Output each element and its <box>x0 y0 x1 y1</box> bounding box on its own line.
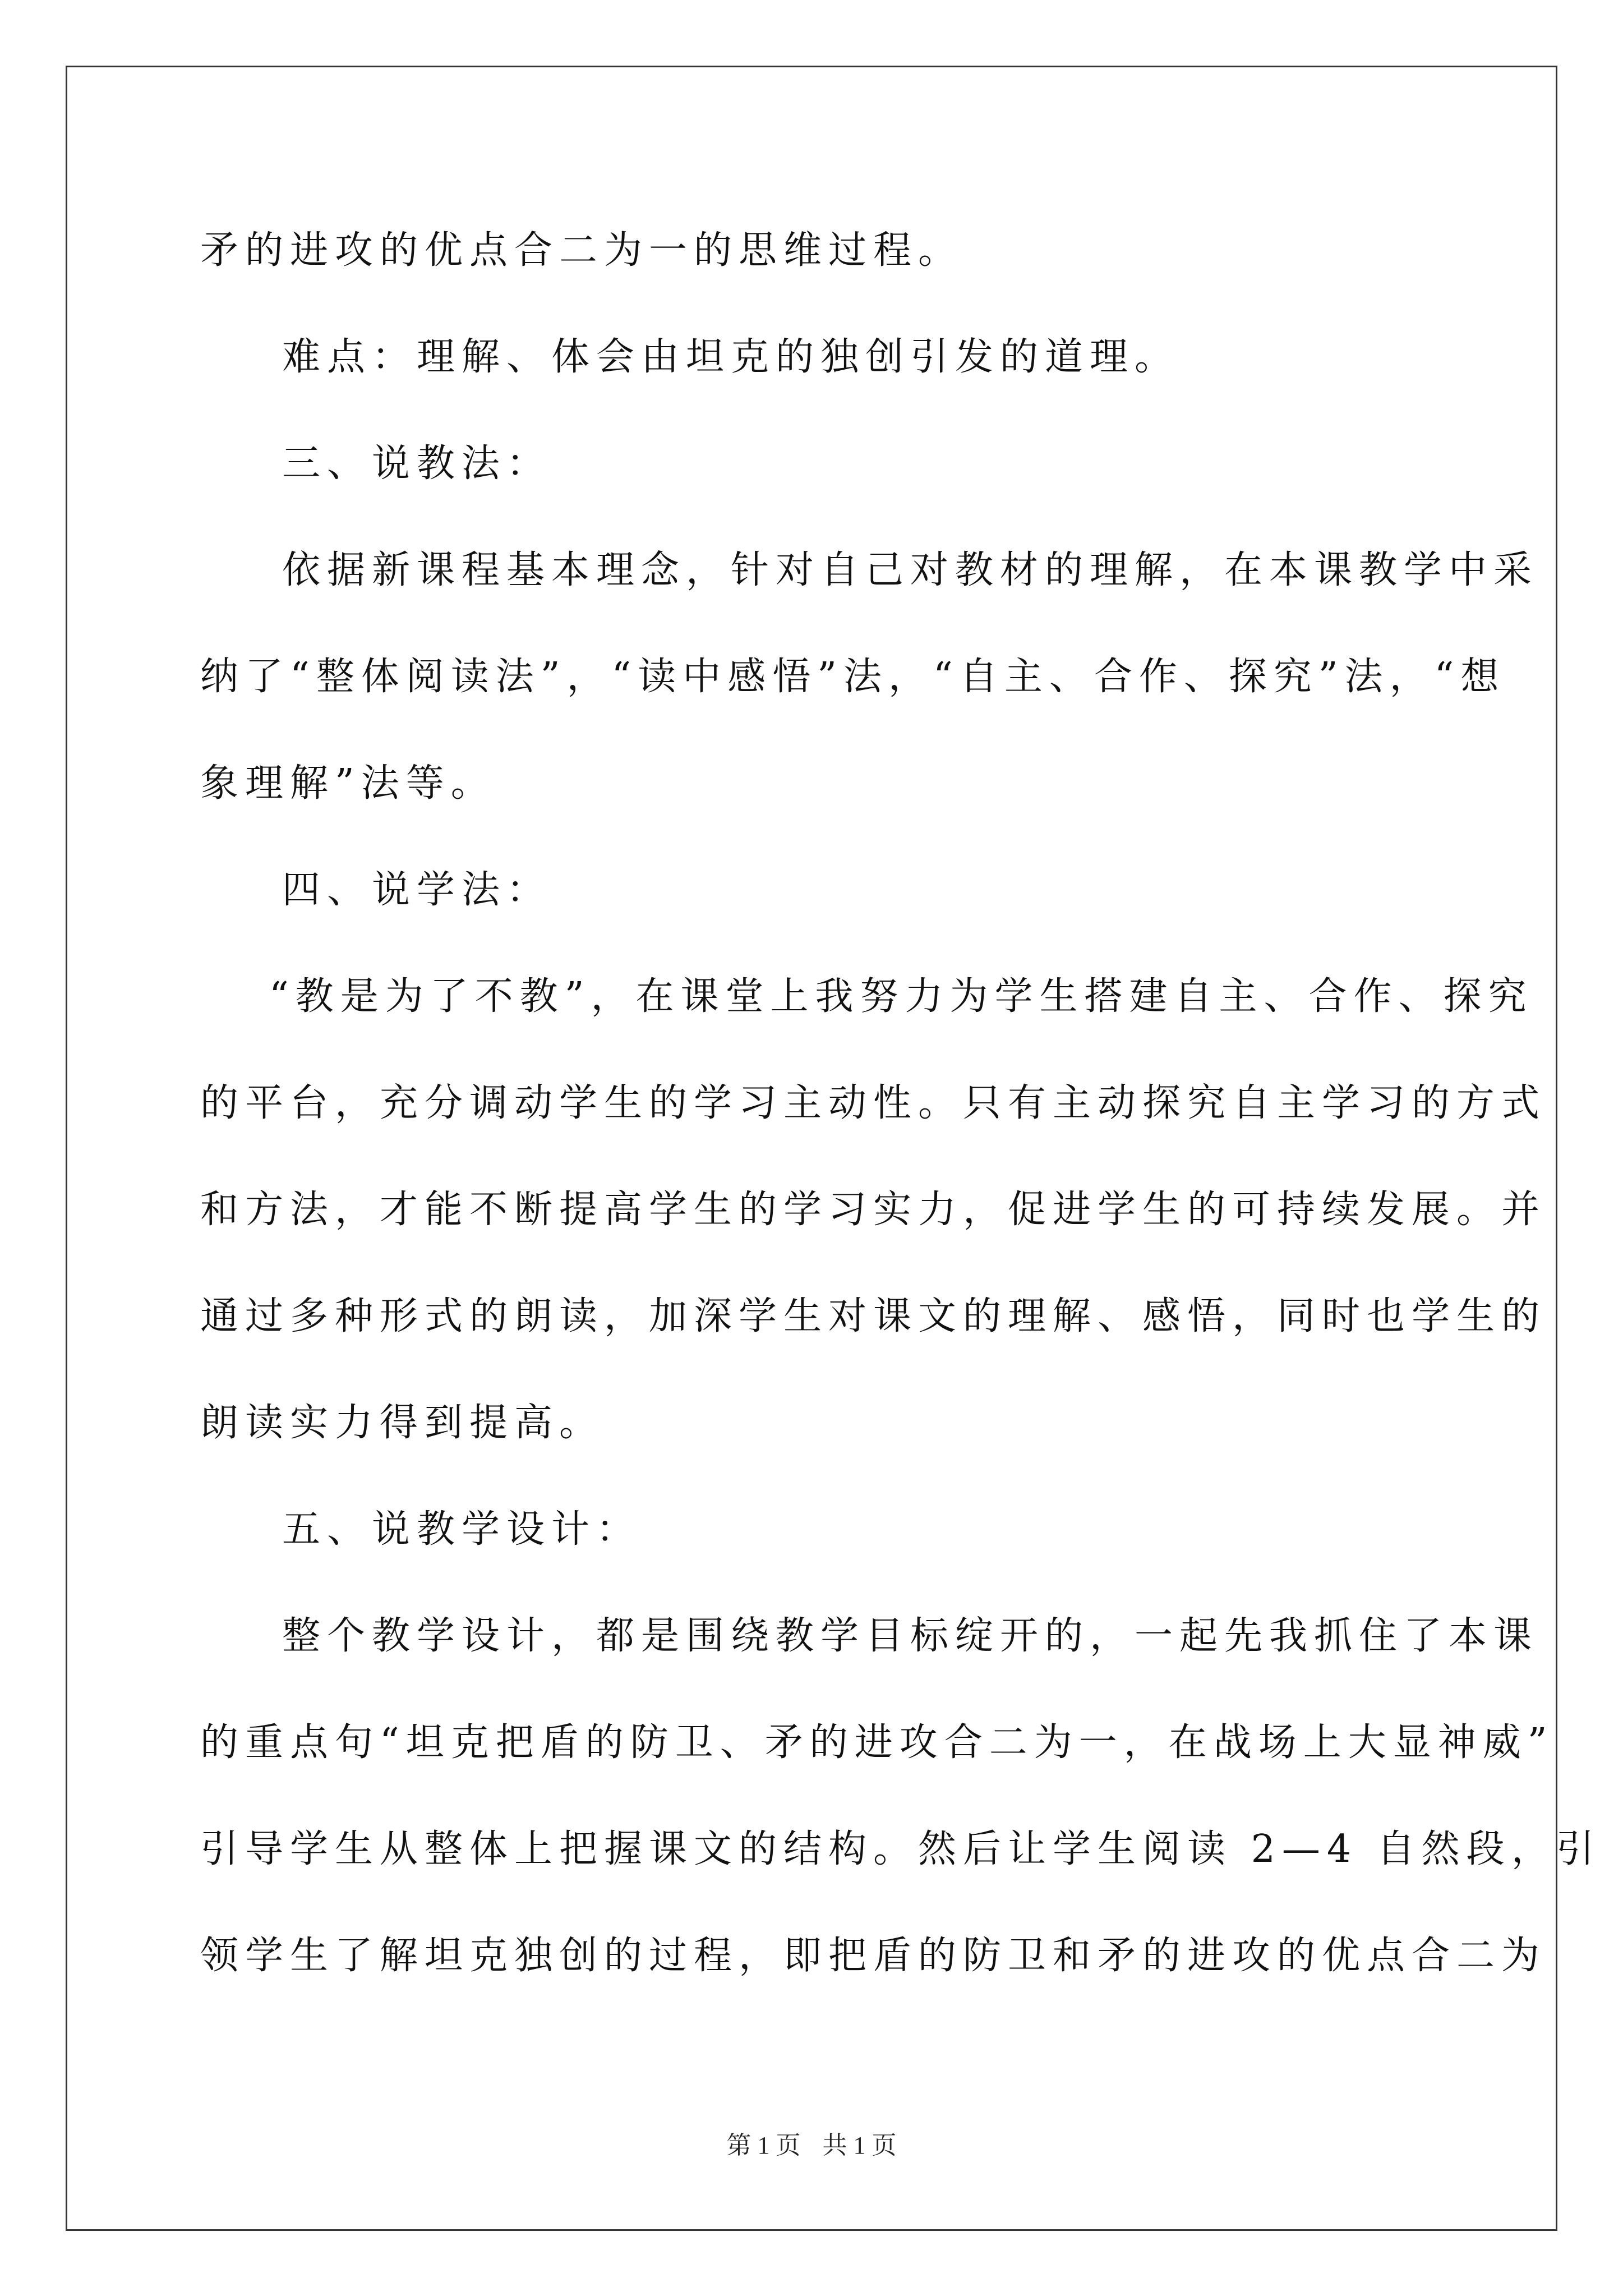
page-footer <box>0 2129 1623 2162</box>
page-total: 共 1 页 <box>822 2132 897 2159</box>
paragraph-line: 通过多种形式的朗读，加深学生对课文的理解、感悟，同时也学生的 <box>200 1294 1547 1338</box>
paragraph-line: 依据新课程基本理念，针对自己对教材的理解，在本课教学中采 <box>282 548 1539 592</box>
paragraph-line: 朗读实力得到提高。 <box>200 1401 605 1445</box>
paragraph-line: 整个教学设计，都是围绕教学目标绽开的，一起先我抓住了本课 <box>282 1614 1539 1658</box>
paragraph-line: “教是为了不教”，在课堂上我努力为学生搭建自主、合作、探究 <box>269 974 1533 1019</box>
section-heading: 三、说教法： <box>282 441 552 486</box>
section-heading: 五、说教学设计： <box>282 1507 642 1552</box>
page-border <box>66 66 1557 2231</box>
paragraph-line: 纳了“整体阅读法”，“读中感悟”法，“自主、合作、探究”法，“想 <box>200 655 1506 699</box>
section-heading: 四、说学法： <box>282 868 552 912</box>
paragraph-line: 的平台，充分调动学生的学习主动性。只有主动探究自主学习的方式 <box>200 1081 1547 1125</box>
paragraph-line: 引导学生从整体上把握课文的结构。然后让学生阅读 2—4 自然段，引 <box>200 1827 1601 1871</box>
paragraph-line: 难点：理解、体会由坦克的独创引发的道理。 <box>282 335 1180 379</box>
paragraph-line: 的重点句“坦克把盾的防卫、矛的进攻合二为一，在战场上大显神威” <box>200 1720 1554 1765</box>
paragraph-line: 象理解”法等。 <box>200 761 496 806</box>
paragraph-line: 领学生了解坦克独创的过程，即把盾的防卫和矛的进攻的优点合二为 <box>200 1934 1547 1978</box>
paragraph-line: 矛的进攻的优点合二为一的思维过程。 <box>200 228 963 273</box>
paragraph-line: 和方法，才能不断提高学生的学习实力，促进学生的可持续发展。并 <box>200 1188 1547 1232</box>
page-number: 第 1 页 <box>726 2132 801 2159</box>
